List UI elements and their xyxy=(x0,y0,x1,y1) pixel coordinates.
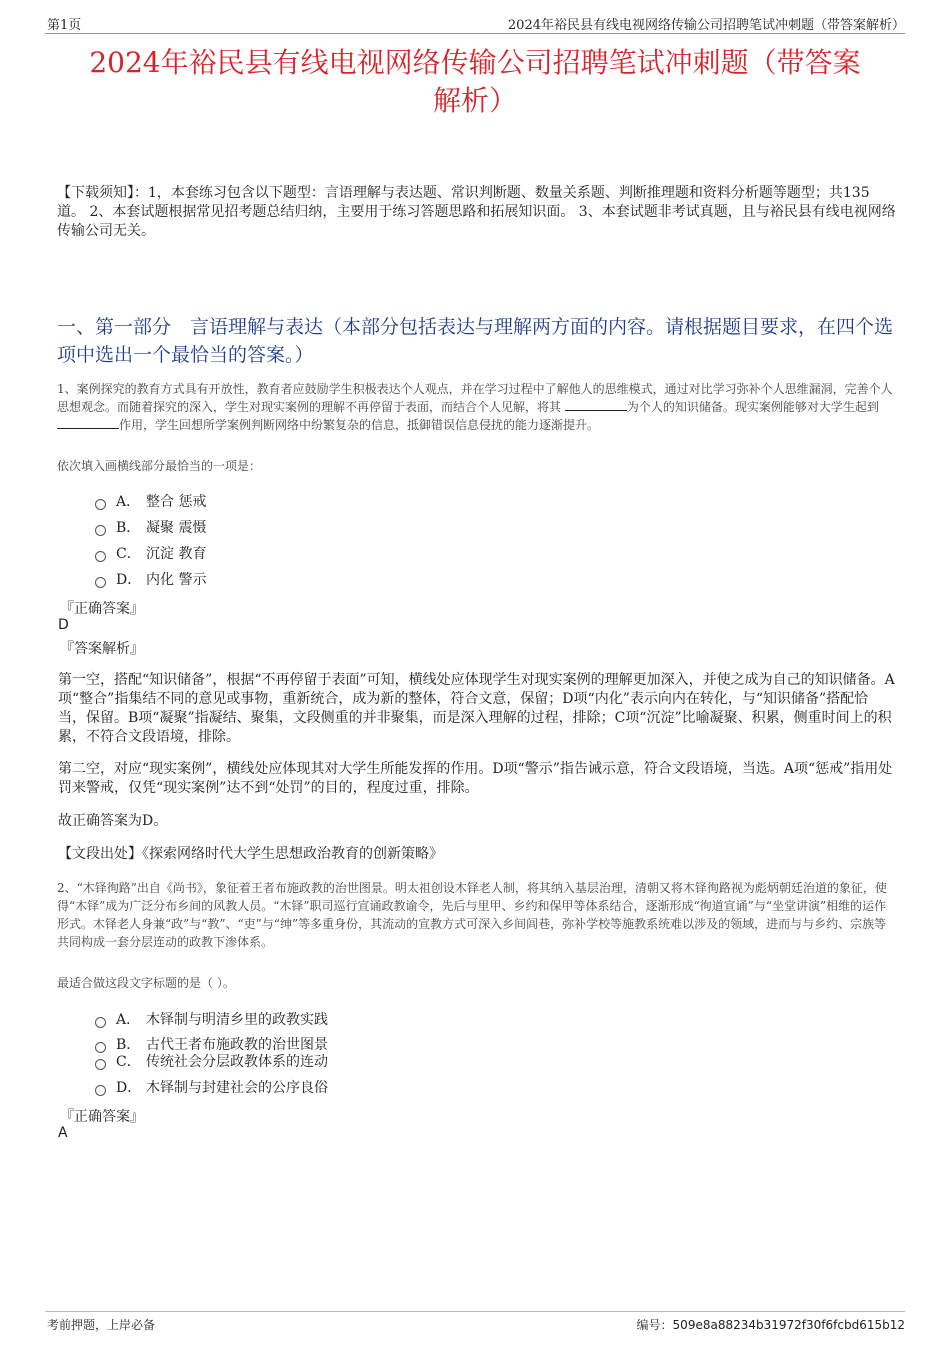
question-1-answer-label: 『正确答案』 xyxy=(60,601,144,617)
option-key: D． xyxy=(116,1080,142,1096)
radio-icon[interactable] xyxy=(95,525,106,536)
blank-1 xyxy=(565,398,627,411)
question-1-part2: 为个人的知识储备。现实案例能够对大学生起到 xyxy=(626,400,879,414)
option-text: 内化 警示 xyxy=(146,572,207,588)
question-1-option-d[interactable] xyxy=(95,569,206,589)
radio-icon[interactable] xyxy=(95,551,106,562)
code-value: 509e8a88234b31972f30f6fcbd615b12 xyxy=(672,1318,905,1332)
header-doc-title: 2024年裕民县有线电视网络传输公司招聘笔试冲刺题（带答案解析） xyxy=(507,18,905,33)
question-2-answer-label: 『正确答案』 xyxy=(60,1109,144,1125)
option-key: D． xyxy=(116,572,142,588)
page-title xyxy=(45,44,905,120)
question-1-option-c[interactable] xyxy=(95,543,206,563)
option-text: 古代王者布施政教的治世图景 xyxy=(146,1037,328,1053)
option-text: 木铎制与明清乡里的政教实践 xyxy=(146,1012,328,1028)
header-divider xyxy=(45,33,905,34)
question-1-part3: 作用，学生回想所学案例判断网络中纷繁复杂的信息，抵御错误信息侵扰的能力逐渐提升。 xyxy=(119,418,600,432)
footer-divider xyxy=(45,1311,905,1312)
footer-doc-code xyxy=(637,1316,905,1333)
radio-icon[interactable] xyxy=(95,1017,106,1028)
analysis-paragraph-1: 第一空，搭配“知识储备”，根据“不再停留于表面”可知，横线处应体现学生对现实案例的理解更加深入，并使之成为自己的知识储备。A项“整合”指集结不同的意见或事物，重新统合，成为新的整体，符合文意，保留；D项“内化”表示向内在转化，与“知识储备”搭配恰当，保留。B项“凝聚”指凝结、聚集，文段侧重的并非聚集，而是深入理解的过程，排除；C项“沉淀”比喻凝聚、积累，侧重时间上的积累，不符合文段语境，排除。 xyxy=(58,672,895,745)
radio-icon[interactable] xyxy=(95,499,106,510)
option-key: B． xyxy=(116,520,141,536)
radio-icon[interactable] xyxy=(95,1059,106,1070)
option-text: 传统社会分层政教体系的连动 xyxy=(146,1054,328,1070)
option-text: 沉淀 教育 xyxy=(146,546,207,562)
question-1-prompt: 依次填入画横线部分最恰当的一项是： xyxy=(57,459,262,473)
source-citation: 【文段出处】《探索网络时代大学生思想政治教育的创新策略》 xyxy=(58,846,443,862)
question-2-text: 2、“木铎徇路”出自《尚书》，象征着王者布施政教的治世图景。明太祖创设木铎老人制，将其纳入基层治理，清朝又将木铎徇路视为彪炳朝廷治道的象征，使得“木铎”成为广泛分布乡间的风教人员。“木铎”职司巡行宣诵政教谕令，先后与里甲、乡约和保甲等体系结合，逐渐形成“徇道宣诵”与“坐堂讲演”相维的运作形式。木铎老人身兼“政”与“教”、“吏”与“绅”等多重身份，其流动的宣教方式可深入乡间闾巷，弥补学校等施教系统难以涉及的领域，进而与与乡约、宗族等共同构成一套分层连动的政教下渗体系。 xyxy=(57,881,887,949)
option-text: 整合 惩戒 xyxy=(146,494,207,510)
code-label: 编号： xyxy=(636,1318,673,1332)
option-key: A． xyxy=(116,1012,141,1028)
question-2-prompt: 最适合做这段文字标题的是（ ）。 xyxy=(57,976,235,990)
question-2-option-a[interactable] xyxy=(95,1009,328,1029)
page-number: 第1页 xyxy=(47,18,82,33)
radio-icon[interactable] xyxy=(95,1085,106,1096)
title-line-1: 2024年裕民县有线电视网络传输公司招聘笔试冲刺题（带答案 xyxy=(89,46,861,79)
option-key: C． xyxy=(116,546,141,562)
question-2-option-d[interactable] xyxy=(95,1077,328,1097)
option-key: A． xyxy=(116,494,141,510)
footer-slogan: 考前押题，上岸必备 xyxy=(47,1318,156,1332)
question-1-analysis-label: 『答案解析』 xyxy=(60,641,144,657)
question-1-answer: D xyxy=(58,617,69,633)
analysis-conclusion: 故正确答案为D。 xyxy=(58,813,168,829)
title-line-2: 解析） xyxy=(432,84,517,117)
option-key: B． xyxy=(116,1037,141,1053)
blank-2 xyxy=(57,416,119,429)
download-notice: 【下载须知】：1，本套练习包含以下题型：言语理解与表达题、常识判断题、数量关系题、判断推理题和资料分析题等题型；共135道。 2、本套试题根据常见招考题总结归纳，主要用于练习答题思路和拓展知识面。 3、本套试题非考试真题，且与裕民县有线电视网络传输公司无关。 xyxy=(57,185,896,239)
question-2-answer: A xyxy=(58,1125,68,1141)
question-1-option-b[interactable] xyxy=(95,517,206,537)
question-1-part1: 1、案例探究的教育方式具有开放性，教育者应鼓励学生积极表达个人观点，并在学习过程中了解他人的思维模式，通过对比学习弥补个人思维漏洞，完善个人思想观念。而随着探究的深入，学生对现实案例的理解不再停留于表面，而结合个人见解，将其 xyxy=(57,382,893,414)
question-2-option-c[interactable] xyxy=(95,1051,328,1071)
option-text: 凝聚 震慑 xyxy=(146,520,207,536)
analysis-paragraph-2: 第二空，对应“现实案例”，横线处应体现其对大学生所能发挥的作用。D项“警示”指告诫示意，符合文段语境，当选。A项“惩戒”指用处罚来警戒，仅凭“现实案例”达不到“处罚”的目的，程度过重，排除。 xyxy=(58,761,893,796)
section-heading: 一、第一部分 言语理解与表达（本部分包括表达与理解两方面的内容。请根据题目要求，在四个选项中选出一个最恰当的答案。） xyxy=(57,316,894,366)
option-key: C． xyxy=(116,1054,141,1070)
option-text: 木铎制与封建社会的公序良俗 xyxy=(146,1080,328,1096)
question-1-text xyxy=(57,380,897,434)
radio-icon[interactable] xyxy=(95,577,106,588)
question-1-option-a[interactable] xyxy=(95,491,206,511)
